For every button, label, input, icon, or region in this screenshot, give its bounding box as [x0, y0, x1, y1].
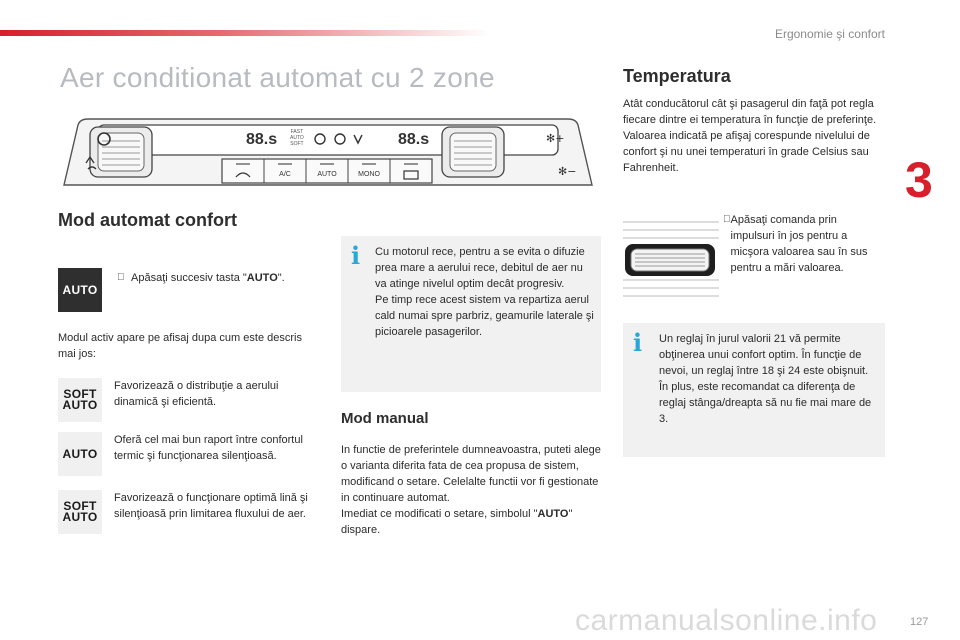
section-label: Ergonomie şi confort — [774, 27, 885, 41]
right-temperature-display: 88.s — [398, 131, 430, 148]
mod-automat-heading: Mod automat confort — [58, 210, 237, 230]
manual-text: In functie de preferintele dumneavoastra, puteti alege o varianta diferita fata de cea propusa de sistem, modificand o setare. Celelalte functii vor fi gestionate in continuare automat. Imediat ce modificati o setare, simbolul " — [341, 444, 601, 520]
temperature-info-text: Un reglaj în jurul valorii 21 vă permite obţinerea unui confort optim. În funcţie de nevoi, un reglaj între 18 şi 24 este obişnuit. În plus, este recomandat ca diferenţa de reglaj stânga/dreapta să nu fie mai mare de 3. — [659, 333, 872, 425]
bullet-icon — [723, 212, 731, 276]
key-line: SOFT — [63, 499, 97, 513]
cold-engine-info-box — [341, 236, 601, 392]
info-icon: i — [351, 241, 361, 270]
temperatura-text: Atât conducătorul cât şi pasagerul din faţă pot regla fiecare dintre ei temperatura în funcţie de preferinţe. Valoarea indicată pe afişaj corespunde nivelului de confort şi nu unei temperaturi în grade Celsius sau Fahrenheit. — [623, 98, 877, 174]
key-line: AUTO — [62, 510, 98, 524]
chapter-number: 3 — [905, 152, 933, 208]
mono-button[interactable]: MONO — [358, 171, 380, 178]
soft-auto-key-icon — [58, 490, 102, 534]
watermark: carmanualsonline.info — [575, 604, 878, 637]
temperature-info-box — [623, 323, 885, 457]
fan-plus-icon: ✻+ — [546, 132, 565, 145]
bullet-icon — [117, 270, 131, 286]
mode-intro-text: Modul activ apare pe afisaj dupa cum este descris mai jos: — [58, 332, 302, 360]
key-line: AUTO — [62, 446, 98, 461]
page-number: 127 — [910, 616, 929, 628]
climate-control-panel — [58, 115, 598, 193]
auto-instruction — [117, 270, 327, 286]
cold-engine-info-text: Cu motorul rece, pentru a se evita o difuzie prea mare a aerului rece, debitul de aer nu va atinge nivelul optim decât progresiv. Pe timp rece acest sistem va repartiza aerul cald numai spre parbriz, geamurile laterale şi picioarele pasagerilor. — [375, 246, 594, 338]
temperature-instruction-text: Apăsaţi comanda prin impulsuri în jos pentru a micşora valoarea sau în sus pentru a mări valoarea. — [727, 214, 881, 274]
instruction-text: Apăsaţi succesiv tasta " — [131, 272, 247, 284]
knob-drawing — [623, 216, 719, 298]
left-temperature-display: 88.s — [246, 131, 278, 148]
key-line: SOFT — [63, 387, 97, 401]
mod-manual-heading: Mod manual — [341, 410, 429, 427]
fan-minus-icon: ✻− — [558, 165, 577, 178]
info-icon: i — [633, 328, 643, 357]
manual-text-end: " dispare. — [341, 508, 573, 536]
temperature-knob-illustration — [623, 216, 719, 298]
instruction-suffix: ". — [277, 272, 285, 284]
instruction-key: AUTO — [246, 272, 278, 284]
soft-auto-key-icon — [58, 378, 102, 422]
auto-key-label: AUTO — [62, 283, 98, 297]
mod-manual-text — [341, 442, 603, 538]
mode-description: Oferă cel mai bun raport între confortul termic şi funcţionarea silenţioasă. — [114, 434, 303, 462]
temperatura-heading: Temperatura — [623, 66, 731, 86]
page-title: Aer conditionat automat cu 2 zone — [60, 62, 495, 93]
auto-button[interactable]: AUTO — [317, 171, 337, 178]
ac-button[interactable]: A/C — [279, 171, 291, 178]
auto-mode-key-icon — [58, 432, 102, 476]
header-accent-bar — [0, 30, 490, 36]
mode-description: Favorizează o funcţionare optimă lină şi silenţioasă prin limitarea fluxului de aer. — [114, 492, 308, 520]
key-line: AUTO — [62, 398, 98, 412]
climate-panel-drawing — [58, 115, 598, 193]
temperature-instruction — [723, 212, 883, 276]
auto-key-icon — [58, 268, 102, 312]
mode-description: Favorizează o distribuţie a aerului dinamică şi eficientă. — [114, 380, 279, 408]
mode-indicator-label: FAST AUTO SOFT — [290, 129, 304, 147]
manual-key: AUTO — [537, 508, 569, 520]
